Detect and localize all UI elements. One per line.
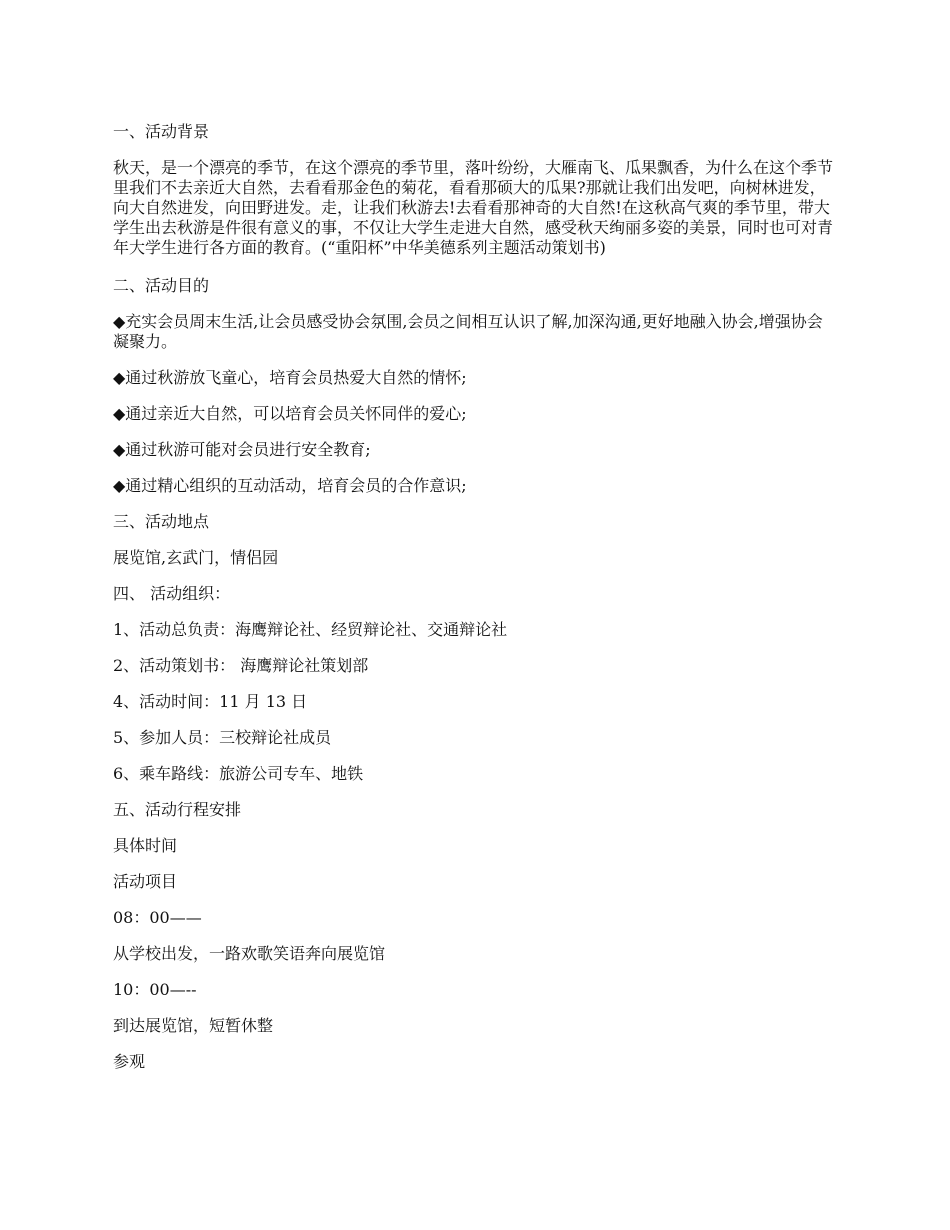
section-heading-schedule: 五、活动行程安排 <box>113 800 242 819</box>
purpose-item: ◆通过秋游可能对会员进行安全教育; <box>113 440 371 459</box>
purpose-item: ◆通过亲近大自然，可以培育会员关怀同伴的爱心; <box>113 404 467 423</box>
purpose-item: ◆充实会员周末生活,让会员感受协会氛围,会员之间相互认识了解,加深沟通,更好地融入协会,增强协会凝聚力。 <box>113 312 823 351</box>
section-heading-background: 一、活动背景 <box>113 122 210 141</box>
schedule-line: 从学校出发，一路欢歌笑语奔向展览馆 <box>113 944 386 963</box>
document-page <box>113 122 838 1072</box>
organization-item: 4、活动时间：11 月 13 日 <box>113 692 308 711</box>
schedule-line: 10：00—-- <box>113 980 197 999</box>
organization-item: 6、乘车路线：旅游公司专车、地铁 <box>113 764 364 783</box>
background-paragraph: 秋天，是一个漂亮的季节，在这个漂亮的季节里，落叶纷纷，大雁南飞、瓜果飘香，为什么在这个季节里我们不去亲近大自然，去看看那金色的菊花，看看那硕大的瓜果?那就让我们出发吧，向树林进发，向大自然进发，向田野进发。走，让我们秋游去!去看看那神奇的大自然!在这秋高气爽的季节里，带大学生出去秋游是件很有意义的事，不仅让大学生走进大自然，感受秋天绚丽多姿的美景，同时也可对青年大学生进行各方面的教育。(“重阳杯”中华美德系列主题活动策划书) <box>113 158 834 257</box>
schedule-line: 活动项目 <box>113 872 178 891</box>
schedule-line: 08：00—— <box>113 908 202 927</box>
purpose-item: ◆通过精心组织的互动活动，培育会员的合作意识; <box>113 476 467 495</box>
purpose-item: ◆通过秋游放飞童心，培育会员热爱大自然的情怀; <box>113 368 467 387</box>
section-heading-location: 三、活动地点 <box>113 512 210 531</box>
organization-item: 5、参加人员：三校辩论社成员 <box>113 728 332 747</box>
schedule-line: 具体时间 <box>113 836 178 855</box>
section-heading-purpose: 二、活动目的 <box>113 276 210 295</box>
schedule-line: 参观 <box>113 1052 146 1071</box>
organization-item: 2、活动策划书： 海鹰辩论社策划部 <box>113 656 369 675</box>
location-text: 展览馆,玄武门，情侣园 <box>113 548 279 567</box>
section-heading-organization: 四、 活动组织： <box>113 584 231 603</box>
schedule-line: 到达展览馆，短暂休整 <box>113 1016 274 1035</box>
organization-item: 1、活动总负责：海鹰辩论社、经贸辩论社、交通辩论社 <box>113 620 508 639</box>
